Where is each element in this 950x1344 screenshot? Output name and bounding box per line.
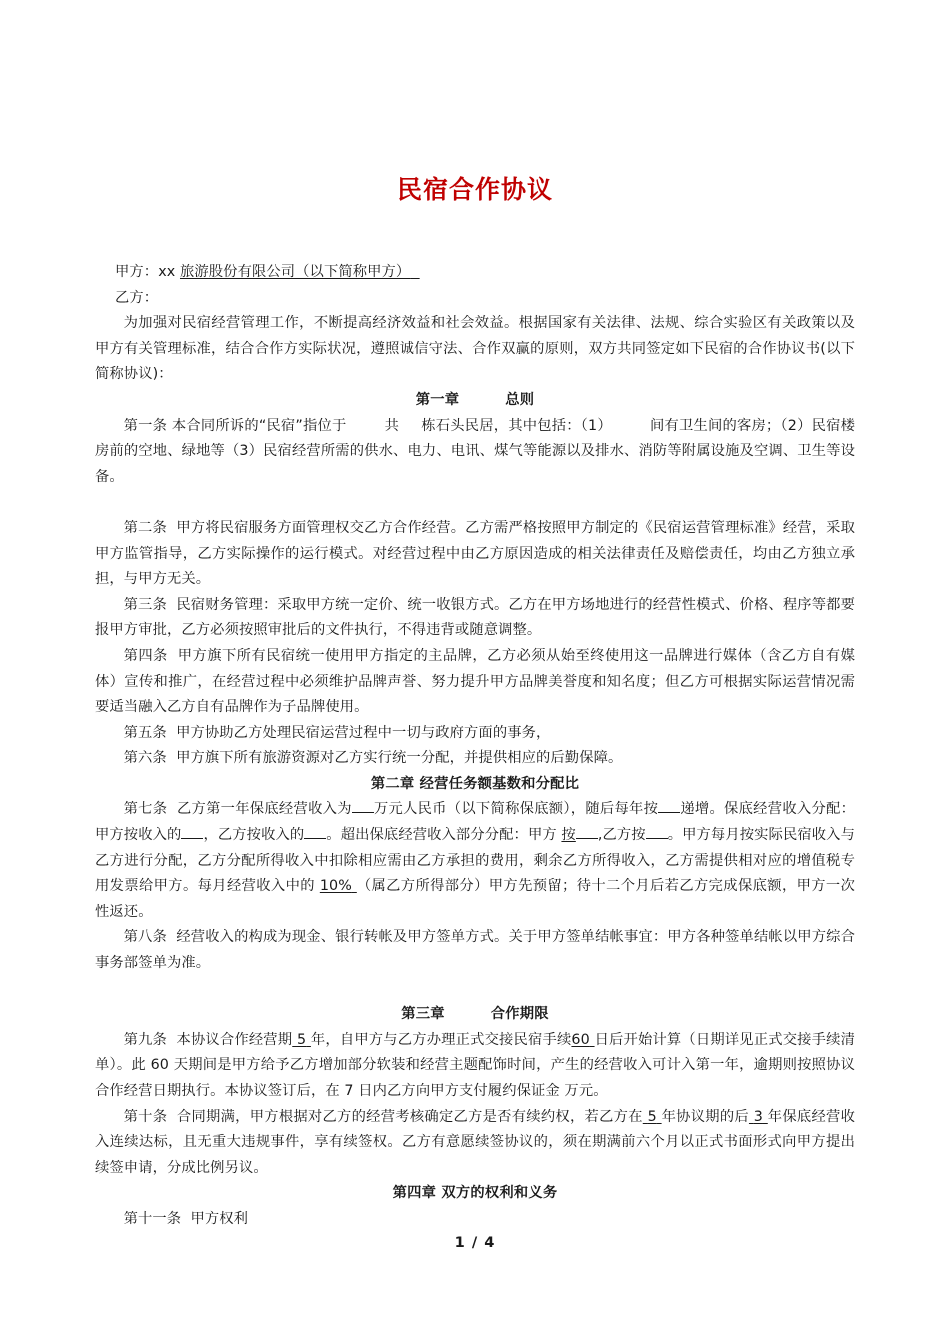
chapter-3-name: 合作期限 — [490, 1006, 549, 1023]
article-11-paragraph — [95, 1207, 855, 1233]
article-7-seg-4: ，乙方按收入的 — [203, 827, 305, 844]
article-6-text: 甲方旗下所有旅游资源对乙方实行统一分配，并提供相应的后勤保障。 — [176, 750, 623, 767]
document-body — [95, 260, 855, 1233]
article-7-label: 第七条 — [123, 801, 168, 818]
article-9-seg-3: 年，自甲方与乙方办理正式交接民宿手续 — [310, 1031, 572, 1048]
article-2-label: 第二条 — [123, 519, 167, 536]
article-11-text: 甲方权利 — [190, 1210, 249, 1227]
article-2-text: 甲方将民宿服务方面管理权交乙方合作经营。乙方需严格按照甲方制定的《民宿运营管理标准》经营，采取甲方监管指导，乙方实际操作的运行模式。对经营过程中由乙方原因造成的相关法律责任及赔偿责任，均由乙方独立承担，与甲方无关。 — [95, 519, 855, 588]
article-7-seg-2: 万元人民币（以下简称保底额），随后每年按 — [373, 801, 659, 818]
article-7-seg-5: 。超出保底经营收入部分分配：甲方 — [326, 827, 562, 844]
gap-after-article-8 — [95, 977, 855, 1003]
article-9-term-years: 5 — [296, 1031, 307, 1048]
article-7-blank-3 — [181, 838, 203, 839]
title-spacer — [0, 208, 950, 260]
article-11-label: 第十一条 — [123, 1210, 182, 1227]
chapter-1-name: 总则 — [505, 391, 535, 408]
article-9-seg-1: 本协议合作经营期 — [176, 1031, 293, 1048]
party-a-label: 甲方：xx — [115, 264, 180, 280]
article-1-text-d: 间有卫生间的客房；（2）民宿楼房前的空地、绿地等（3）民宿经营所需的供水、电力、电讯、煤气等能源以及排水、消防等附属设施及空调、卫生等设备。 — [95, 417, 855, 485]
article-4-text: 甲方旗下所有民宿统一使用甲方指定的主品牌，乙方必须从始至终使用这一品牌进行媒体（含乙方自有媒体）宣传和推广，在经营过程中必须维护品牌声誉、努力提升甲方品牌美誉度和知名度；但乙方可根据实际运营情况需要适当融入乙方自有品牌作为子品牌使用。 — [95, 647, 855, 716]
article-1-text-a: 本合同所诉的“民宿”指位于 — [171, 417, 347, 434]
article-5-text: 甲方协助乙方处理民宿运营过程中一切与政府方面的事务， — [176, 724, 551, 741]
page-title: 民宿合作协议 — [396, 175, 553, 204]
article-1-label: 第一条 — [123, 417, 168, 434]
party-a-line — [95, 260, 855, 286]
article-8-paragraph — [95, 925, 855, 976]
article-7-blank-6 — [646, 838, 668, 839]
article-10-seg-5: 年保底经营收入连续达标，且无重大违规事件，享有续签权。乙方有意愿续签协议的，须在期满前六个月以正式书面形式向甲方提出续签申请，分成比例另议。 — [95, 1108, 855, 1176]
article-7-blank-2 — [658, 812, 680, 813]
chapter-4-name: 双方的权利和义务 — [441, 1185, 558, 1202]
party-b-line: 乙方： — [115, 289, 159, 306]
article-7-seg-1: 乙方第一年保底经营收入为 — [176, 801, 352, 818]
article-6-label: 第六条 — [123, 750, 167, 767]
article-9-handover-days: 60 — [571, 1031, 590, 1048]
article-10-term-years: 5 — [647, 1108, 657, 1125]
article-7-blank-4 — [304, 838, 326, 839]
chapter-4-number: 第四章 — [392, 1185, 437, 1202]
article-1-paragraph — [95, 414, 855, 491]
article-3-paragraph — [95, 593, 855, 644]
article-7-seg-6: 按 — [561, 827, 576, 844]
article-8-text: 经营收入的构成为现金、银行转帐及甲方签单方式。关于甲方签单结帐事宜：甲方各种签单结帐以甲方综合事务部签单为准。 — [95, 929, 855, 972]
chapter-1-number: 第一章 — [415, 391, 460, 408]
article-5-paragraph — [95, 721, 855, 747]
article-9-label: 第九条 — [123, 1031, 168, 1048]
article-7-blank-5 — [576, 838, 598, 839]
article-10-last-years: 3 — [753, 1108, 763, 1125]
article-5-label: 第五条 — [123, 724, 167, 741]
article-1-text-b: 共 — [384, 417, 400, 434]
article-4-paragraph — [95, 644, 855, 721]
article-10-seg-3: 年协议期的后 — [661, 1108, 749, 1125]
article-9-paragraph — [95, 1028, 855, 1105]
article-9-seg-5: 日后开始计算（日期详见正式交接手续清单）。此 60 天期间是甲方给予乙方增加部分软装和经营主题配饰时间，产生的经营收入可计入第一年，逾期则按照协议合作经营日期执行。本协议签订后，在 7 日内乙方向甲方支付履约保证金 万元。 — [95, 1031, 855, 1099]
article-6-paragraph — [95, 746, 855, 772]
preamble-paragraph: 为加强对民宿经营管理工作，不断提高经济效益和社会效益。根据国家有关法律、法规、综合实验区有关政策以及甲方有关管理标准，结合合作方实际状况，遵照诚信守法、合作双赢的原则，双方共同签定如下民宿的合作协议书(以下简称协议)： — [95, 315, 855, 383]
party-a-trailing-rule — [410, 264, 419, 280]
page-number: 1 / 4 — [454, 1234, 496, 1251]
party-a-value: 旅游股份有限公司（以下简称甲方） — [179, 264, 411, 280]
article-7-paragraph — [95, 797, 855, 925]
chapter-2-name: 经营任务额基数和分配比 — [419, 775, 580, 792]
article-7-seg-3: 递增。保底经营收入分配：甲方按收入的 — [95, 801, 855, 844]
article-10-paragraph — [95, 1105, 855, 1182]
article-3-label: 第三条 — [123, 596, 167, 613]
chapter-3-heading — [95, 1002, 855, 1028]
article-7-seg-7: ,乙方按 — [597, 827, 646, 844]
chapter-3-number: 第三章 — [401, 1006, 445, 1023]
article-7-blank-1 — [352, 812, 374, 813]
chapter-2-heading — [95, 772, 855, 798]
article-1-text-c: 栋石头民居，其中包括：（1） — [421, 417, 612, 434]
chapter-1-heading — [95, 388, 855, 414]
article-10-label: 第十条 — [123, 1108, 168, 1125]
chapter-4-heading — [95, 1181, 855, 1207]
article-4-label: 第四条 — [123, 647, 168, 664]
article-7-seg-10: （属乙方所得部分）甲方先预留；待十二个月后若乙方完成保底额，甲方一次性返还。 — [95, 878, 855, 920]
article-7-seg-8: 。甲方每月按实际民宿收入与乙方进行分配，乙方分配所得收入中扣除相应需由乙方承担的费用，剩余乙方所得收入，乙方需提供相对应的增值税专用发票给甲方。每月经营收入中的 — [95, 827, 855, 895]
article-10-seg-1: 合同期满，甲方根据对乙方的经营考核确定乙方是否有续约权，若乙方在 — [176, 1108, 643, 1125]
gap-after-article-1 — [95, 490, 855, 516]
article-7-percent-value: 10% — [319, 878, 352, 895]
article-8-label: 第八条 — [123, 929, 167, 946]
chapter-2-number: 第二章 — [370, 775, 415, 792]
article-2-paragraph — [95, 516, 855, 593]
article-3-text: 民宿财务管理：采取甲方统一定价、统一收银方式。乙方在甲方场地进行的经营性模式、价格、程序等都要报甲方审批，乙方必须按照审批后的文件执行，不得违背或随意调整。 — [95, 596, 855, 639]
